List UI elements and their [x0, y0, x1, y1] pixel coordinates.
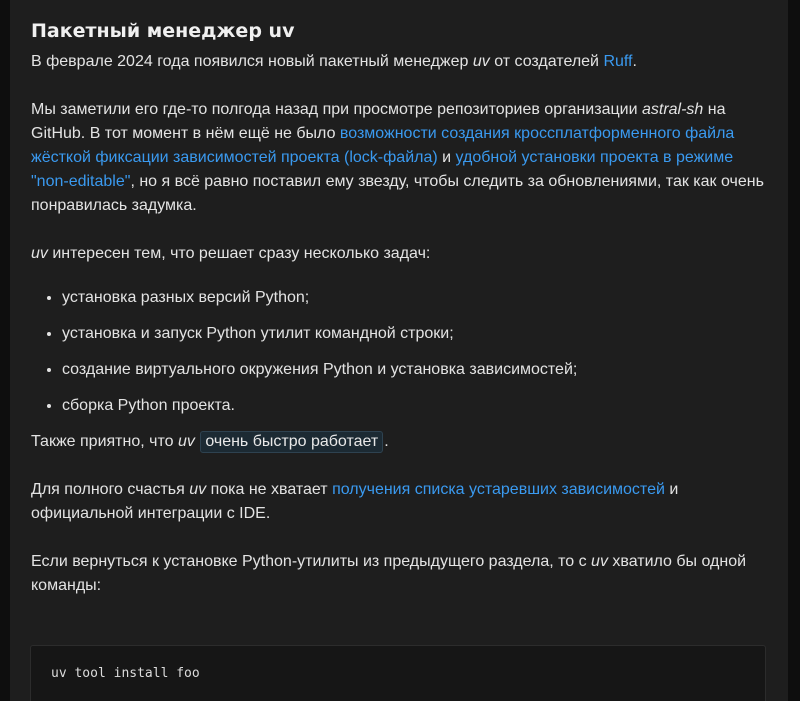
uv-emphasis: uv [472, 53, 490, 70]
text: хватило бы одной команды: [31, 553, 747, 594]
article-card [10, 0, 788, 701]
uv-emphasis: uv [189, 481, 207, 498]
text: . [632, 53, 637, 70]
article-content [31, 18, 771, 622]
uv-emphasis: uv [177, 433, 195, 450]
code-block[interactable] [30, 645, 766, 701]
text: интересен тем, что решает сразу несколько задач: [47, 245, 431, 262]
uv-emphasis: uv [591, 553, 608, 570]
paragraph-features-intro [31, 242, 771, 266]
non-editable-link[interactable]: удобной установки проекта в режиме "non-editable" [31, 149, 734, 190]
list-item: • создание виртуального окружения Python и установка зависимостей; [62, 358, 771, 382]
paragraph-missing [31, 478, 771, 526]
text: Для полного счастья [31, 481, 190, 498]
lockfile-link[interactable]: возможности создания кроссплатформенного файла жёсткой фиксации зависимостей проекта (lock-файла) [31, 125, 735, 166]
speed-link-pill[interactable]: очень быстро работает [200, 431, 383, 453]
text: . [384, 433, 389, 450]
list-item: • сборка Python проекта. [62, 394, 771, 418]
paragraph-speed [31, 430, 771, 454]
outdated-deps-link[interactable]: получения списка устаревших зависимостей [332, 481, 665, 498]
text: , но я всё равно поставил ему звезду, чтобы следить за обновлениями, так как очень понравилась задумка. [31, 173, 764, 214]
paragraph-command-intro [31, 550, 771, 598]
text: Если вернуться к установке Python-утилиты из предыдущего раздела, то с [31, 553, 592, 570]
article-title: Пакетный менеджер uv [31, 20, 295, 42]
text: и официальной интеграции с IDE. [31, 481, 679, 522]
list-item: • установка разных версий Python; [62, 286, 771, 310]
paragraph-intro [31, 50, 771, 74]
text: на GitHub. В тот момент в нём ещё не было [31, 101, 726, 142]
uv-emphasis: uv [31, 245, 48, 262]
list-item: • установка и запуск Python утилит командной строки; [62, 322, 771, 346]
ruff-link[interactable]: Ruff [603, 53, 633, 70]
org-emphasis: astral-sh [641, 101, 704, 118]
text: В феврале 2024 года появился новый пакетный менеджер [31, 53, 473, 70]
text: пока не хватает [206, 481, 333, 498]
text: и [437, 149, 456, 166]
text: Мы заметили его где-то полгода назад при просмотре репозиториев организации [31, 101, 642, 118]
paragraph-history [31, 98, 771, 218]
text: от создателей [489, 53, 604, 70]
text: Также приятно, что [31, 433, 178, 450]
features-list [31, 286, 771, 418]
code-command: uv tool install foo [51, 666, 200, 681]
